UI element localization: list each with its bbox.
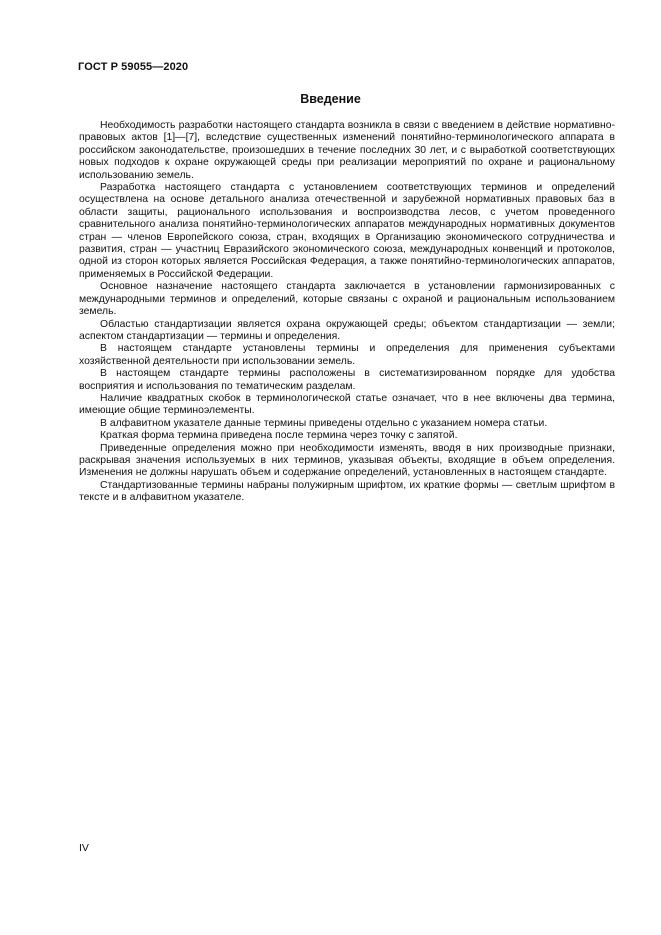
paragraph: Необходимость разработки настоящего стандарта возникла в связи с введением в действие нормативно-правовых актов [1]—[7], вследствие существенных изменений понятийно-терминологического аппарата в российском законодательстве, произошедших в течение последних 30 лет, и с выработкой соответствующих новых подходов к охране окружающей среды при реализации мероприятий по охране и рациональному использованию земель.	[79, 120, 615, 181]
document-body	[79, 120, 615, 505]
paragraph: Краткая форма термина приведена после термина через точку с запятой.	[100, 430, 458, 442]
paragraph: Разработка настоящего стандарта с установлением соответствующих терминов и определений осуществлена на основе детального анализа отечественной и зарубежной нормативных правовых баз в области защиты, рационального использования и воспроизводства лесов, с учетом проведенного сравнительного анализа понятийно-терминологических аппаратов международных нормативных документов стран — членов Европейского союза, стран, входящих в Организацию экономического сотрудничества и развития, стран — участниц Евразийского экономического союза, международных конвенций и протоколов, одной из сторон которых является Российская Федерация, а также понятийно-терминологических аппаратов, применяемых в Российской Федерации.	[79, 182, 615, 280]
paragraph: В настоящем стандарте установлены термины и определения для применения субъектами хозяйственной деятельности при использовании земель.	[79, 343, 615, 367]
paragraph: В настоящем стандарте термины расположены в систематизированном порядке для удобства восприятия и использования по тематическим разделам.	[79, 368, 615, 392]
page-number: IV	[79, 842, 89, 854]
document-header: ГОСТ Р 59055—2020	[78, 61, 189, 73]
paragraph: В алфавитном указателе данные термины приведены отдельно с указанием номера статьи.	[100, 417, 548, 429]
paragraph: Приведенные определения можно при необходимости изменять, вводя в них производные признаки, раскрывая значения используемых в них терминов, указывая объекты, входящие в объем определения. Изменения не должны нарушать объем и содержание определений, установленных в настоящем стандарте.	[79, 442, 615, 479]
section-title: Введение	[300, 92, 361, 106]
paragraph: Основное назначение настоящего стандарта заключается в установлении гармонизированных с международными терминов и определений, которые связаны с охраной и рациональным использованием земель.	[79, 281, 615, 318]
paragraph: Областью стандартизации является охрана окружающей среды; объектом стандартизации — земли; аспектом стандартизации — термины и определения.	[79, 318, 615, 342]
paragraph: Наличие квадратных скобок в терминологической статье означает, что в нее включены два термина, имеющие общие терминоэлементы.	[79, 392, 615, 417]
paragraph: Стандартизованные термины набраны полужирным шрифтом, их краткие формы — светлым шрифтом в тексте и в алфавитном указателе.	[79, 479, 615, 504]
